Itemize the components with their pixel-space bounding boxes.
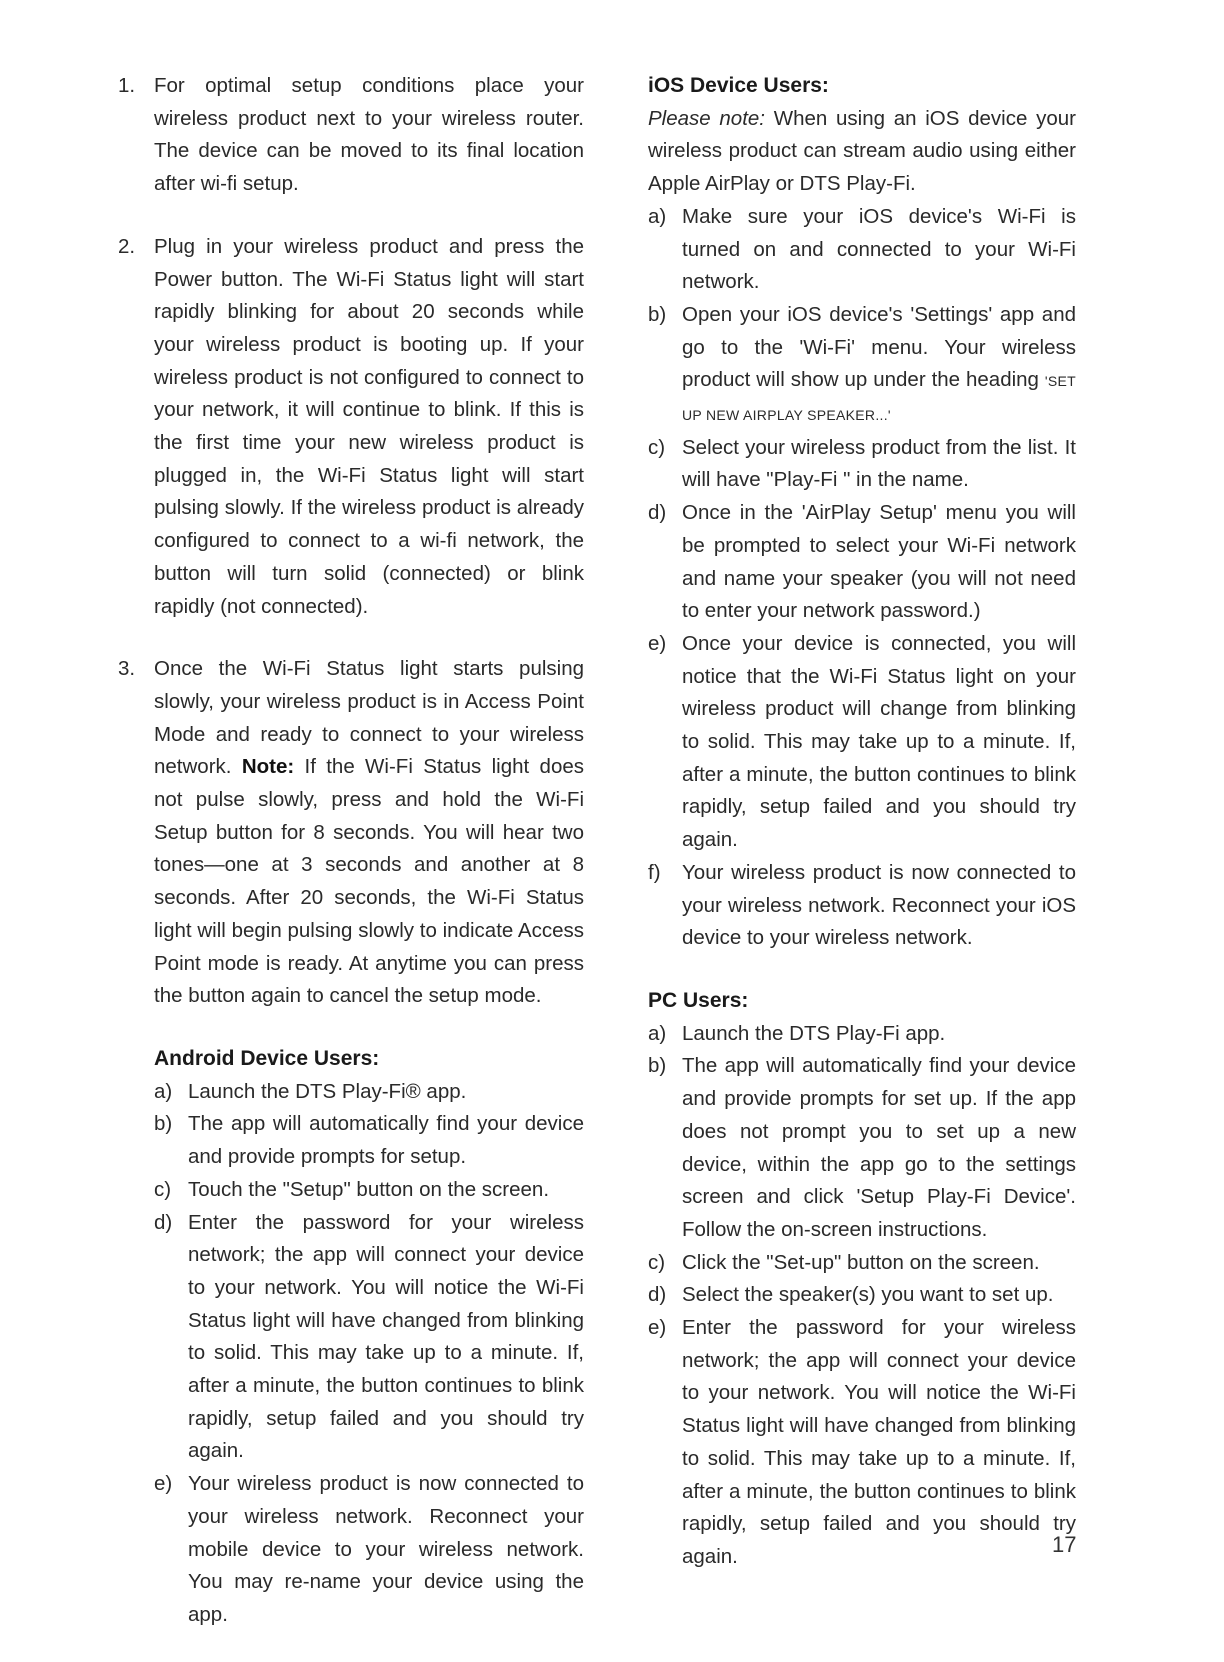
note-label: Please note: (648, 106, 765, 130)
list-item (648, 1050, 1076, 1246)
item-letter: e) (648, 1316, 667, 1340)
item-text: Select your wireless product from the list. It will have "Play-Fi " in the name. (682, 435, 1076, 492)
left-column (118, 70, 584, 1662)
step-1 (118, 70, 584, 201)
right-column (648, 70, 1076, 1604)
note-text: When using an iOS device your wireless product can stream audio using either Apple AirPlay or DTS Play-Fi. (648, 106, 1076, 196)
item-letter: a) (648, 204, 667, 228)
list-item (648, 299, 1076, 432)
list-item (648, 1018, 1076, 1051)
item-letter: a) (154, 1079, 173, 1103)
item-letter: e) (154, 1472, 173, 1496)
android-list (154, 1076, 584, 1632)
list-item (648, 201, 1076, 299)
step-number: 1. (118, 74, 136, 97)
list-item (648, 857, 1076, 955)
item-letter: c) (154, 1177, 172, 1201)
item-text: Touch the "Setup" button on the screen. (188, 1177, 550, 1201)
step-text-after: If the Wi-Fi Status light does not pulse slowly, press and hold the Wi-Fi Setup button for 8 seconds. You will hear two tones—one at 3 seconds and another at 8 seconds. After 20 seconds, the Wi-Fi Status light will begin pulsing slowly to indicate Access Point mode is ready. At anytime you can press the button again to cancel the setup mode. (154, 755, 585, 1008)
section-heading: PC Users: (648, 988, 749, 1012)
item-heading-smallcaps: 'SET UP NEW AIRPLAY SPEAKER...' (682, 373, 1076, 424)
note-label: Note: (241, 755, 295, 779)
item-text: Your wireless product is now connected to your wireless network. Reconnect your iOS device to your wireless network. (682, 860, 1076, 950)
step-text-before: Once the Wi-Fi Status light starts pulsing slowly, your wireless product is in Access Point Mode and ready to connect to your wireless network. (154, 657, 584, 779)
item-letter: d) (154, 1210, 173, 1234)
item-text: The app will automatically find your device and provide prompts for setup. (188, 1112, 584, 1169)
item-text: Enter the password for your wireless network; the app will connect your device to your network. You will notice the Wi-Fi Status light will have changed from blinking to solid. This may take up to a minute. If, after a minute, the button continues to blink rapidly, setup failed and you should try again. (188, 1210, 584, 1463)
list-item (648, 628, 1076, 857)
item-letter: f) (648, 860, 661, 884)
item-text: Launch the DTS Play-Fi® app. (188, 1079, 467, 1103)
item-text: Once your device is connected, you will notice that the Wi-Fi Status light on your wireless product will change from blinking to solid. This may take up to a minute. If, after a minute, the button continues to blink rapidly, setup failed and you should try again. (682, 631, 1076, 852)
list-item (648, 432, 1076, 497)
item-letter: b) (648, 302, 667, 326)
item-letter: d) (648, 1283, 667, 1307)
list-item (154, 1076, 584, 1109)
step-text: Plug in your wireless product and press the Power button. The Wi-Fi Status light will start rapidly blinking for about 20 seconds while your wireless product is booting up. If your wireless product is not configured to connect to your network, it will continue to blink. If this is the first time your new wireless product is plugged in, the Wi-Fi Status light will start pulsing slowly. If the wireless product is already configured to connect to a wi-fi network, the button will turn solid (connected) or blink rapidly (not connected). (154, 234, 584, 618)
pc-section (648, 985, 1076, 1574)
item-text (682, 299, 1076, 432)
list-item (648, 1247, 1076, 1280)
item-letter: d) (648, 501, 667, 525)
step-text (154, 653, 584, 1013)
section-heading: iOS Device Users: (648, 74, 829, 97)
item-text: Once in the 'AirPlay Setup' menu you will be prompted to select your Wi-Fi network and name your speaker (you will not need to enter your network password.) (682, 501, 1076, 623)
list-item (648, 1312, 1076, 1574)
section-heading: Android Device Users: (154, 1046, 380, 1070)
item-text: Enter the password for your wireless network; the app will connect your device to your network. You will notice the Wi-Fi Status light will have changed from blinking to solid. This may take up to a minute. If, after a minute, the button continues to blink rapidly, setup failed and you should try again. (682, 1316, 1076, 1568)
step-2 (118, 231, 584, 623)
ios-section (648, 70, 1076, 955)
item-text: Click the "Set-up" button on the screen. (682, 1250, 1040, 1274)
step-3 (118, 653, 584, 1013)
item-text: Make sure your iOS device's Wi-Fi is turned on and connected to your Wi-Fi network. (682, 204, 1076, 294)
list-item (648, 1279, 1076, 1312)
item-text: Select the speaker(s) you want to set up. (682, 1283, 1054, 1307)
item-text: Your wireless product is now connected to your wireless network. Reconnect your mobile device to your wireless network. You may re-name your device using the app. (188, 1472, 584, 1626)
item-letter: c) (648, 1250, 666, 1274)
list-item (154, 1207, 584, 1469)
item-letter: a) (648, 1021, 667, 1045)
page-number: 17 (1052, 1532, 1077, 1557)
item-letter: b) (648, 1054, 667, 1078)
item-text-before: Open your iOS device's 'Settings' app and go to the 'Wi-Fi' menu. Your wireless product will show up under the heading (682, 302, 1076, 392)
pc-list (648, 1018, 1076, 1574)
ios-list (648, 201, 1076, 955)
list-item (154, 1108, 584, 1173)
item-letter: e) (648, 631, 667, 655)
item-text: Launch the DTS Play-Fi app. (682, 1021, 946, 1045)
item-text: The app will automatically find your device and provide prompts for set up. If the app does not prompt you to set up a new device, within the app go to the settings screen and click 'Setup Play-Fi Device'. Follow the on-screen instructions. (682, 1054, 1076, 1241)
list-item (648, 497, 1076, 628)
android-section (118, 1043, 584, 1632)
item-letter: b) (154, 1112, 173, 1136)
step-text: For optimal setup conditions place your wireless product next to your wireless router. The device can be moved to its final location after wi-fi setup. (154, 74, 584, 196)
step-number: 3. (118, 657, 136, 681)
list-item (154, 1174, 584, 1207)
step-number: 2. (118, 234, 136, 258)
item-letter: c) (648, 435, 666, 459)
list-item (154, 1468, 584, 1632)
ios-note (648, 103, 1076, 201)
